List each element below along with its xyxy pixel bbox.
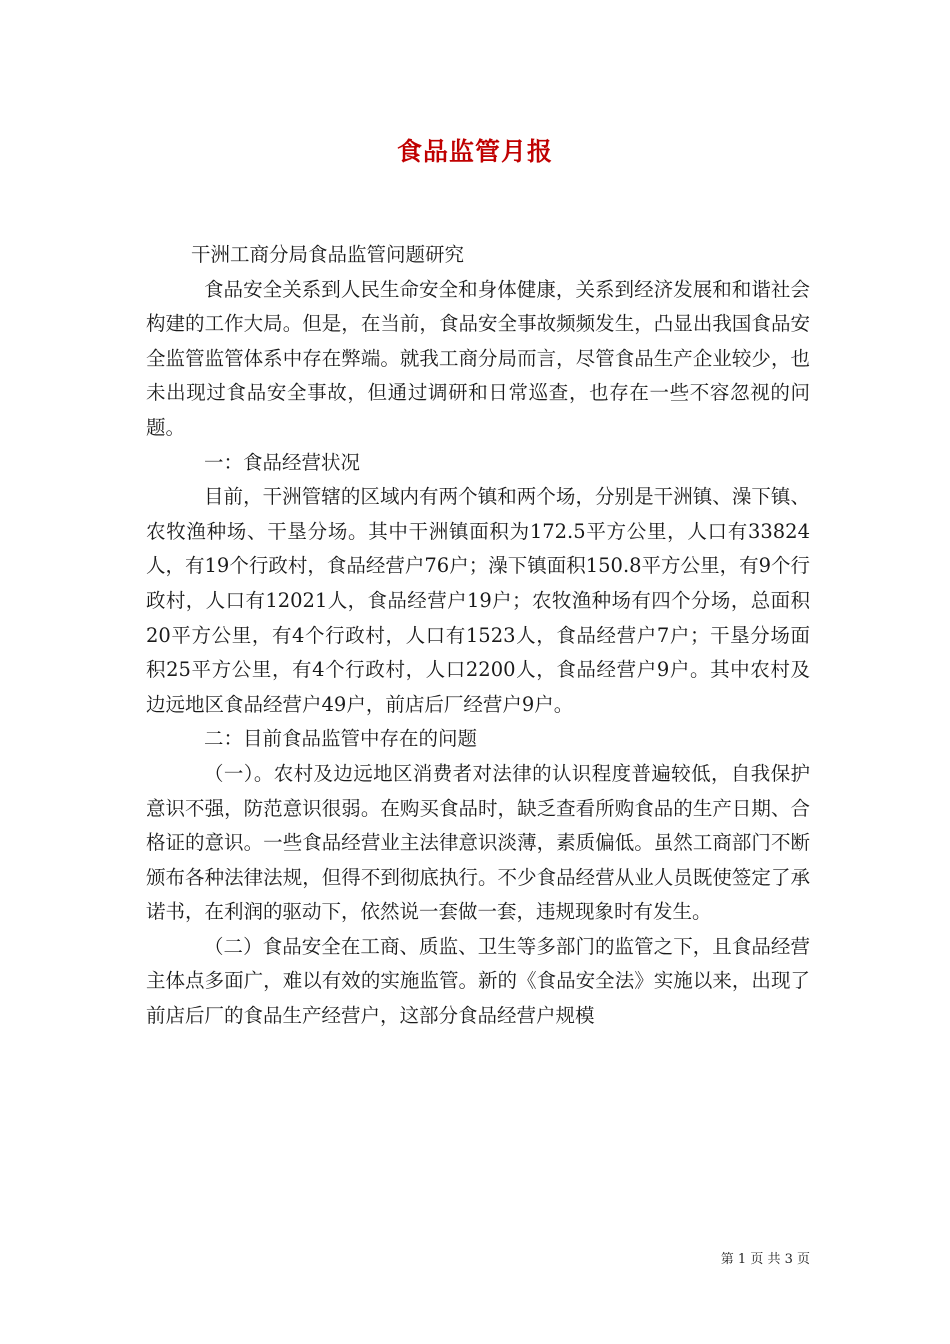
section-heading-2: 二：目前食品监管中存在的问题	[204, 727, 478, 751]
section-heading-1: 一：食品经营状况	[204, 450, 361, 474]
paragraph-intro: 食品安全关系到人民生命安全和身体健康，关系到经济发展和和谐社会构建的工作大局。但是，在当前，食品安全事故频频发生，凸显出我国食品安全监管监管体系中存在弊端。就我工商分局而言，尽管食品生产企业较少，也未出现过食品安全事故，但通过调研和日常巡查，也存在一些不容忽视的问题。	[146, 277, 810, 439]
document-title: 食品监管月报	[396, 137, 553, 166]
document-body	[146, 238, 810, 1034]
page-indicator: 第 1 页 共 3 页	[720, 1252, 810, 1267]
document-subtitle: 干洲工商分局食品监管问题研究	[191, 243, 465, 266]
paragraph-issue-1: （一）。农村及边远地区消费者对法律的认识程度普遍较低，自我保护意识不强，防范意识很弱。在购买食品时，缺乏查看所购食品的生产日期、合格证的意识。一些食品经营业主法律意识淡薄，素质偏低。虽然工商部门不断颁布各种法律法规，但得不到彻底执行。不少食品经营从业人员既使签定了承诺书，在利润的驱动下，依然说一套做一套，违规现象时有发生。	[146, 761, 810, 924]
paragraph-status: 目前，干洲管辖的区域内有两个镇和两个场，分别是干洲镇、澡下镇、农牧渔种场、干垦分场。其中干洲镇面积为172.5平方公里，人口有33824人，有19个行政村，食品经营户76户；澡下镇面积150.8平方公里，有9个行政村，人口有12021人，食品经营户19户；农牧渔种场有四个分场，总面积20平方公里，有4个行政村，人口有1523人，食品经营户7户；干垦分场面积25平方公里，有4个行政村，人口2200人，食品经营户9户。其中农村及边远地区食品经营户49户，前店后厂经营户9户。	[146, 485, 810, 716]
paragraph-issue-2: （二）食品安全在工商、质监、卫生等多部门的监管之下，且食品经营主体点多面广，难以有效的实施监管。新的《食品安全法》实施以来，出现了前店后厂的食品生产经营户，这部分食品经营户规模	[146, 934, 810, 1028]
